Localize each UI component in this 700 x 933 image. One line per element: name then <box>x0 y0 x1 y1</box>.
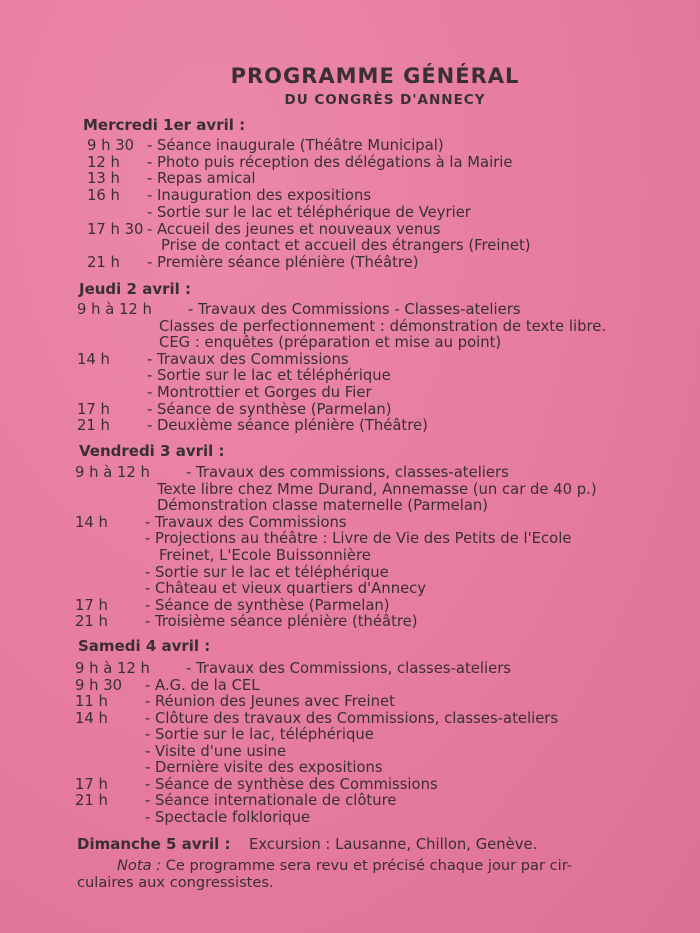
schedule-time: 9 h à 12 h <box>77 301 152 318</box>
schedule-item: - Photo puis réception des délégations à la Mairie <box>147 153 513 171</box>
schedule-time: 9 h à 12 h <box>75 660 150 677</box>
schedule-time: 21 h <box>75 613 108 631</box>
schedule-item: - Travaux des Commissions <box>147 350 349 368</box>
day-heading: Samedi 4 avril : <box>78 637 211 655</box>
nota-line-1 <box>117 858 572 874</box>
schedule-item: - Montrottier et Gorges du Fier <box>147 384 372 401</box>
schedule-time: 11 h <box>75 693 108 710</box>
schedule-item: - Première séance plénière (Théâtre) <box>147 253 419 271</box>
schedule-item: - Séance de synthèse (Parmelan) <box>145 596 390 614</box>
day-heading: Vendredi 3 avril : <box>79 442 225 460</box>
schedule-item: Prise de contact et accueil des étrangers (Freinet) <box>161 237 531 255</box>
nota-text-1: Ce programme sera revu et précisé chaque jour par cir- <box>165 857 573 874</box>
schedule-item: - Inauguration des expositions <box>147 187 372 205</box>
schedule-item: Texte libre chez Mme Durand, Annemasse (un car de 40 p.) <box>157 480 597 498</box>
schedule-time: 14 h <box>75 513 108 531</box>
schedule-item: - Travaux des Commissions - Classes-ateliers <box>188 301 521 318</box>
schedule-item: CEG : enquêtes (préparation et mise au point) <box>159 334 502 352</box>
schedule-time: 14 h <box>77 350 110 368</box>
schedule-item: - Séance de synthèse (Parmelan) <box>147 400 392 418</box>
schedule-item: - A.G. de la CEL <box>145 676 260 694</box>
page-subtitle: DU CONGRÈS D'ANNECY <box>284 92 486 108</box>
schedule-time: 14 h <box>75 709 108 727</box>
schedule-time: 13 h <box>87 170 120 188</box>
schedule-item: - Deuxième séance plénière (Théâtre) <box>147 417 428 435</box>
schedule-item: - Travaux des Commissions <box>145 513 347 531</box>
schedule-item: - Troisième séance plénière (théâtre) <box>145 613 418 631</box>
schedule-time: 9 h 30 <box>75 676 123 694</box>
schedule-time: 21 h <box>75 792 108 809</box>
schedule-time: 17 h 30 <box>87 220 144 238</box>
schedule-item: - Château et vieux quartiers d'Annecy <box>145 580 427 598</box>
schedule-time: 16 h <box>87 187 120 205</box>
schedule-item: - Sortie sur le lac et téléphérique <box>147 367 391 385</box>
schedule-item: - Clôture des travaux des Commissions, classes-ateliers <box>145 709 559 727</box>
sunday-excursion: Excursion : Lausanne, Chillon, Genève. <box>249 836 538 853</box>
schedule-item: - Séance internationale de clôture <box>145 792 397 809</box>
page-title: PROGRAMME GÉNÉRAL <box>230 64 520 88</box>
schedule-item: Classes de perfectionnement : démonstration de texte libre. <box>159 317 607 335</box>
schedule-time: 17 h <box>77 400 110 418</box>
schedule-item: - Sortie sur le lac et téléphérique <box>145 563 389 581</box>
day-heading: Jeudi 2 avril : <box>79 280 191 298</box>
schedule-time: 9 h 30 <box>87 137 135 154</box>
schedule-item: - Réunion des Jeunes avec Freinet <box>145 693 395 710</box>
schedule-item: - Sortie sur le lac et téléphérique de Veyrier <box>147 203 471 221</box>
schedule-item: - Travaux des Commissions, classes-ateliers <box>186 660 512 677</box>
schedule-item: - Projections au théâtre : Livre de Vie des Petits de l'Ecole <box>145 530 572 548</box>
schedule-time: 9 h à 12 h <box>75 464 150 481</box>
day-heading-dimanche: Dimanche 5 avril : <box>77 835 231 853</box>
schedule-item: - Visite d'une usine <box>145 742 287 760</box>
schedule-item: - Travaux des commissions, classes-ateliers <box>186 464 509 481</box>
schedule-time: 21 h <box>87 253 120 271</box>
day-heading: Mercredi 1er avril : <box>83 116 246 134</box>
schedule-item: - Spectacle folklorique <box>145 808 311 826</box>
schedule-time: 21 h <box>77 417 110 435</box>
schedule-time: 17 h <box>75 775 108 793</box>
schedule-item: Freinet, L'Ecole Buissonnière <box>159 547 371 564</box>
schedule-item: - Séance inaugurale (Théâtre Municipal) <box>147 137 444 154</box>
schedule-time: 12 h <box>87 153 120 171</box>
schedule-item: - Repas amical <box>147 170 256 188</box>
schedule-item: - Séance de synthèse des Commissions <box>145 775 438 793</box>
nota-label: Nota : <box>117 857 162 874</box>
schedule-item: - Accueil des jeunes et nouveaux venus <box>147 220 441 238</box>
schedule-item: - Sortie sur le lac, téléphérique <box>145 726 374 743</box>
nota-line-2: culaires aux congressistes. <box>77 874 274 891</box>
schedule-item: - Dernière visite des expositions <box>145 759 383 776</box>
schedule-item: Démonstration classe maternelle (Parmelan) <box>157 497 489 515</box>
schedule-time: 17 h <box>75 596 108 614</box>
